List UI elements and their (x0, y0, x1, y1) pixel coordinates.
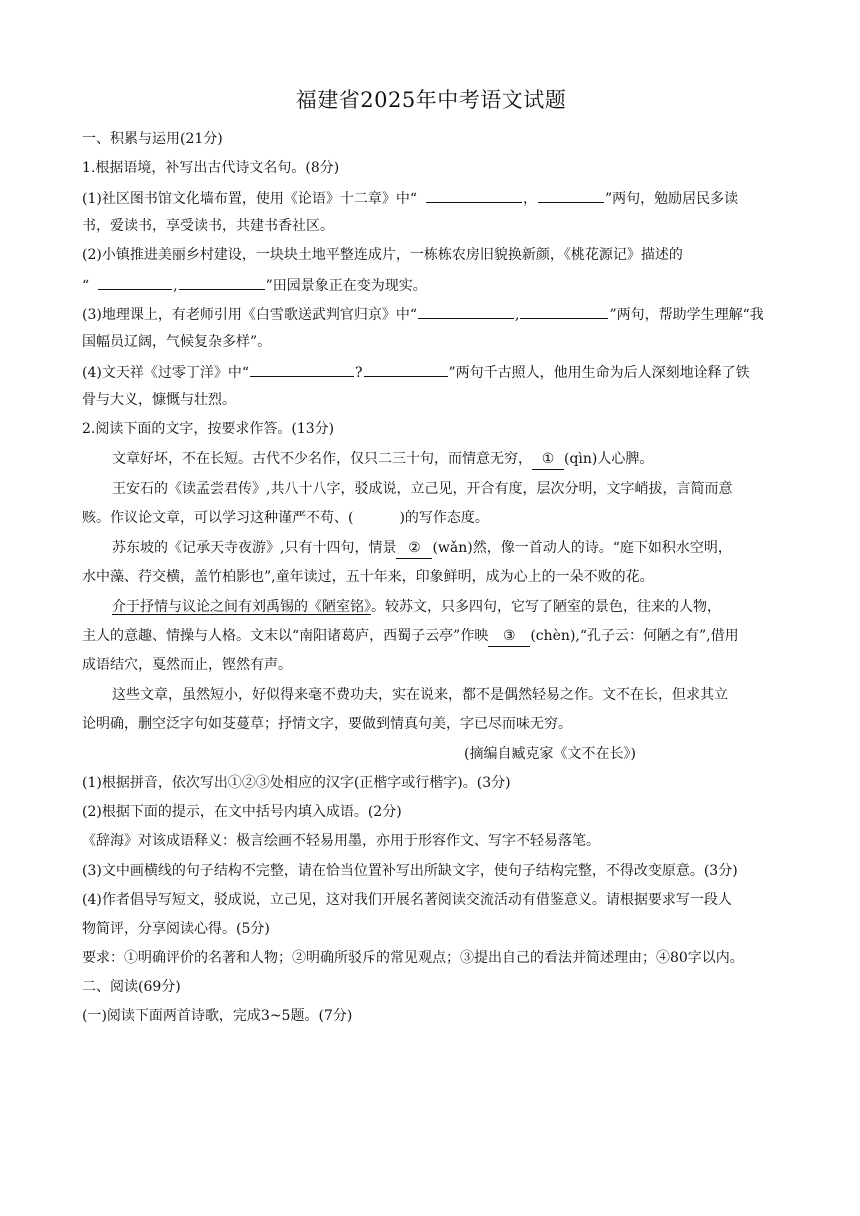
question-2-4: (4)作者倡导写短文，驳成说，立己见，这对我们开展名著阅读交流活动有借鉴意义。请根据要求写一段人 (82, 892, 732, 908)
passage-source: (摘编自臧克家《文不在长》) (464, 746, 636, 762)
question-1-3-cont: 国幅员辽阔，气候复杂多样”。 (82, 334, 272, 350)
passage-para-4: 介于抒情与议论之间有刘禹锡的《陋室铭》。较苏文，只多四句，它写了陋室的景色，往来的人物， (112, 599, 721, 615)
section-heading-1: 一、积累与运用(21分) (82, 131, 223, 147)
blank-1: ① (532, 449, 564, 470)
question-1-1-cont: 书，爱读书，享受读书，共建书香社区。 (82, 218, 334, 234)
question-2: 2.阅读下面的文字，按要求作答。(13分) (82, 421, 335, 437)
question-2-3: (3)文中画横线的句子结构不完整，请在恰当位置补写出所缺文字，使句子结构完整，不得改变原意。(3分) (82, 863, 738, 879)
question-1-4: (4)文天祥《过零丁洋》中“ ? ”两句千古照人，他用生命为后人深刻地诠释了铁 (82, 361, 780, 383)
question-2-1: (1)根据拼音，依次写出①②③处相应的汉字(正楷字或行楷字)。(3分) (82, 775, 511, 791)
question-1-1: (1)社区图书馆文化墙布置，使用《论语》十二章》中“ ， ”两句，勉励居民多读 (82, 187, 780, 209)
blank (364, 361, 448, 377)
subsection-heading-1: (一)阅读下面两首诗歌，完成3~5题。(7分) (82, 1008, 353, 1024)
passage-para-3-cont: 水中藻、荇交横，盖竹柏影也”,童年读过，五十年来，印象鲜明，成为心上的一朵不败的花。 (82, 569, 654, 585)
question-1: 1.根据语境，补写出古代诗文名句。(8分) (82, 160, 340, 176)
passage-para-1: 文章好坏，不在长短。古代不少名作，仅只二三十句，而情意无穷， ① (qìn)人心脾。 (112, 449, 780, 470)
blank (538, 187, 604, 203)
underlined-sentence: 介于抒情与议论之间有刘禹锡的《陋室铭》 (112, 599, 371, 615)
section-heading-2: 二、阅读(69分) (82, 979, 181, 995)
passage-para-4-cont: 主人的意趣、情操与人格。文末以“南阳诸葛庐，西蜀子云亭”作映 ③ (chèn),“孔子云：何陋之有”,借用 (82, 626, 780, 647)
passage-para-5: 这些文章，虽然短小，好似得来毫不费功夫，实在说来，都不是偶然轻易之作。文不在长，但求其立 (112, 687, 728, 703)
question-1-2-cont: “ , ”田园景象正在变为现实。 (82, 274, 780, 296)
blank (520, 303, 608, 319)
passage-para-5-cont: 论明确，删空泛字句如芟蔓草；抒情文字，要做到情真句美，字已尽而味无穷。 (82, 716, 572, 732)
question-1-2: (2)小镇推进美丽乡村建设，一块块土地平整连成片，一栋栋农房旧貌换新颜，《桃花源记》描述的 (82, 247, 683, 263)
blank (98, 274, 172, 290)
blank (426, 187, 522, 203)
question-2-2: (2)根据下面的提示，在文中括号内填入成语。(2分) (82, 804, 402, 820)
passage-para-4-end: 成语结穴，戛然而止，铿然有声。 (82, 657, 292, 673)
passage-para-3: 苏东坡的《记承天寺夜游》,只有十四句，情景 ② (wǎn)然，像一首动人的诗。“庭下如积水空明， (112, 538, 780, 559)
passage-para-2: 王安石的《读孟尝君传》,共八十八字，驳成说，立己见，开合有度，层次分明，文字峭拔，言简而意 (112, 481, 733, 497)
question-2-4-cont: 物简评，分享阅读心得。(5分) (82, 921, 270, 937)
question-2-4-requirements: 要求：①明确评价的名著和人物；②明确所驳斥的常见观点；③提出自己的看法并简述理由；④80字以内。 (82, 950, 744, 966)
blank-3: ③ (488, 626, 530, 647)
blank (179, 274, 265, 290)
page-title: 福建省2025年中考语文试题 (295, 88, 567, 112)
question-2-2-hint: 《辞海》对该成语释义：极言绘画不轻易用墨，亦用于形容作文、写字不轻易落笔。 (82, 833, 600, 849)
question-1-3: (3)地理课上，有老师引用《白雪歌送武判官归京》中“ , ”两句，帮助学生理解“我 (82, 303, 780, 325)
blank-2: ② (396, 538, 432, 559)
passage-para-2-cont: 赅。作议论文章，可以学习这种谨严不苟、( )的写作态度。 (82, 510, 489, 526)
question-1-4-cont: 骨与大义，慷慨与壮烈。 (82, 392, 236, 408)
blank (418, 303, 514, 319)
blank (250, 361, 354, 377)
